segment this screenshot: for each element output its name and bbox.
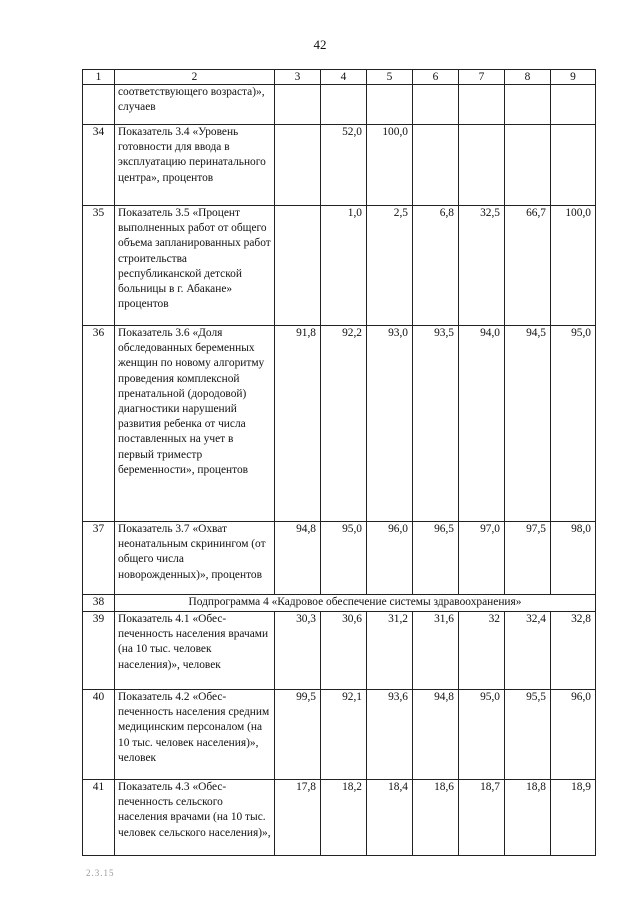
column-header: 6 <box>413 70 459 85</box>
indicator-name: соответствующего возраста)», случаев <box>115 85 275 125</box>
indicator-name: Показатель 4.2 «Обес-печенность населения средним медицинским персоналом (на 10 тыс. человек населения)», человек <box>115 690 275 780</box>
value-cell: 30,3 <box>275 612 321 690</box>
column-header: 2 <box>115 70 275 85</box>
value-cell: 99,5 <box>275 690 321 780</box>
table-row <box>83 612 596 690</box>
value-cell: 18,8 <box>505 780 551 856</box>
value-cell: 18,4 <box>367 780 413 856</box>
value-cell: 97,5 <box>505 522 551 595</box>
subprogram-row <box>83 595 596 612</box>
value-cell: 32 <box>459 612 505 690</box>
subprogram-title: Подпрограмма 4 «Кадровое обеспечение системы здравоохранения» <box>115 595 596 612</box>
value-cell: 31,2 <box>367 612 413 690</box>
row-number: 34 <box>83 125 115 206</box>
value-cell: 96,0 <box>551 690 596 780</box>
column-header: 7 <box>459 70 505 85</box>
value-cell: 93,5 <box>413 326 459 522</box>
value-cell: 92,2 <box>321 326 367 522</box>
value-cell: 94,8 <box>275 522 321 595</box>
value-cell: 93,6 <box>367 690 413 780</box>
indicators-table <box>82 69 596 856</box>
value-cell: 30,6 <box>321 612 367 690</box>
value-cell: 18,2 <box>321 780 367 856</box>
column-header: 4 <box>321 70 367 85</box>
value-cell <box>459 85 505 125</box>
value-cell: 32,5 <box>459 206 505 326</box>
column-header: 1 <box>83 70 115 85</box>
column-header: 9 <box>551 70 596 85</box>
table-row <box>83 690 596 780</box>
indicator-name: Показатель 3.4 «Уровень готовности для ввода в эксплуатацию перинатального центра», процентов <box>115 125 275 206</box>
value-cell: 18,6 <box>413 780 459 856</box>
value-cell: 2,5 <box>367 206 413 326</box>
value-cell <box>551 85 596 125</box>
footer-mark: 2.3.15 <box>86 868 115 878</box>
value-cell: 95,0 <box>551 326 596 522</box>
value-cell: 93,0 <box>367 326 413 522</box>
value-cell: 18,7 <box>459 780 505 856</box>
value-cell <box>413 125 459 206</box>
value-cell <box>275 85 321 125</box>
value-cell <box>413 85 459 125</box>
value-cell: 18,9 <box>551 780 596 856</box>
value-cell <box>459 125 505 206</box>
value-cell <box>551 125 596 206</box>
value-cell: 52,0 <box>321 125 367 206</box>
value-cell: 96,5 <box>413 522 459 595</box>
value-cell: 94,0 <box>459 326 505 522</box>
row-number: 35 <box>83 206 115 326</box>
indicator-name: Показатель 4.3 «Обес-печенность сельского населения врачами (на 10 тыс. человек сельского населения)», <box>115 780 275 856</box>
value-cell: 95,0 <box>321 522 367 595</box>
indicator-name: Показатель 3.6 «Доля обследованных беременных женщин по новому алгоритму проведения комплексной пренатальной (дородовой) диагностики нарушений развития ребенка от числа поставленных на учет в первый триместр беременности», процентов <box>115 326 275 522</box>
table-row <box>83 780 596 856</box>
value-cell: 66,7 <box>505 206 551 326</box>
value-cell: 96,0 <box>367 522 413 595</box>
value-cell: 91,8 <box>275 326 321 522</box>
row-number: 39 <box>83 612 115 690</box>
column-header: 3 <box>275 70 321 85</box>
value-cell: 100,0 <box>367 125 413 206</box>
value-cell <box>275 125 321 206</box>
value-cell: 97,0 <box>459 522 505 595</box>
row-number: 38 <box>83 595 115 612</box>
value-cell <box>367 85 413 125</box>
page-number: 42 <box>313 37 327 52</box>
indicator-name: Показатель 4.1 «Обес-печенность населения врачами (на 10 тыс. человек населения)», человек <box>115 612 275 690</box>
value-cell: 17,8 <box>275 780 321 856</box>
value-cell <box>505 85 551 125</box>
row-number: 40 <box>83 690 115 780</box>
row-number: 41 <box>83 780 115 856</box>
table-row <box>83 326 596 522</box>
table-row <box>83 125 596 206</box>
value-cell: 95,5 <box>505 690 551 780</box>
table-row <box>83 206 596 326</box>
value-cell: 94,8 <box>413 690 459 780</box>
value-cell: 6,8 <box>413 206 459 326</box>
value-cell <box>505 125 551 206</box>
row-number: 37 <box>83 522 115 595</box>
table-row <box>83 85 596 125</box>
column-header: 5 <box>367 70 413 85</box>
row-number <box>83 85 115 125</box>
value-cell: 1,0 <box>321 206 367 326</box>
value-cell <box>321 85 367 125</box>
value-cell: 32,4 <box>505 612 551 690</box>
row-number: 36 <box>83 326 115 522</box>
value-cell: 95,0 <box>459 690 505 780</box>
value-cell: 92,1 <box>321 690 367 780</box>
indicator-name: Показатель 3.5 «Процент выполненных работ от общего объема запланированных работ строительства республиканской детской больницы в г. Абакане» процентов <box>115 206 275 326</box>
value-cell: 98,0 <box>551 522 596 595</box>
value-cell: 100,0 <box>551 206 596 326</box>
value-cell <box>275 206 321 326</box>
table-header-row <box>83 70 596 85</box>
value-cell: 31,6 <box>413 612 459 690</box>
value-cell: 94,5 <box>505 326 551 522</box>
column-header: 8 <box>505 70 551 85</box>
value-cell: 32,8 <box>551 612 596 690</box>
table-row <box>83 522 596 595</box>
indicator-name: Показатель 3.7 «Охват неонатальным скринингом (от общего числа новорожденных)», процентов <box>115 522 275 595</box>
